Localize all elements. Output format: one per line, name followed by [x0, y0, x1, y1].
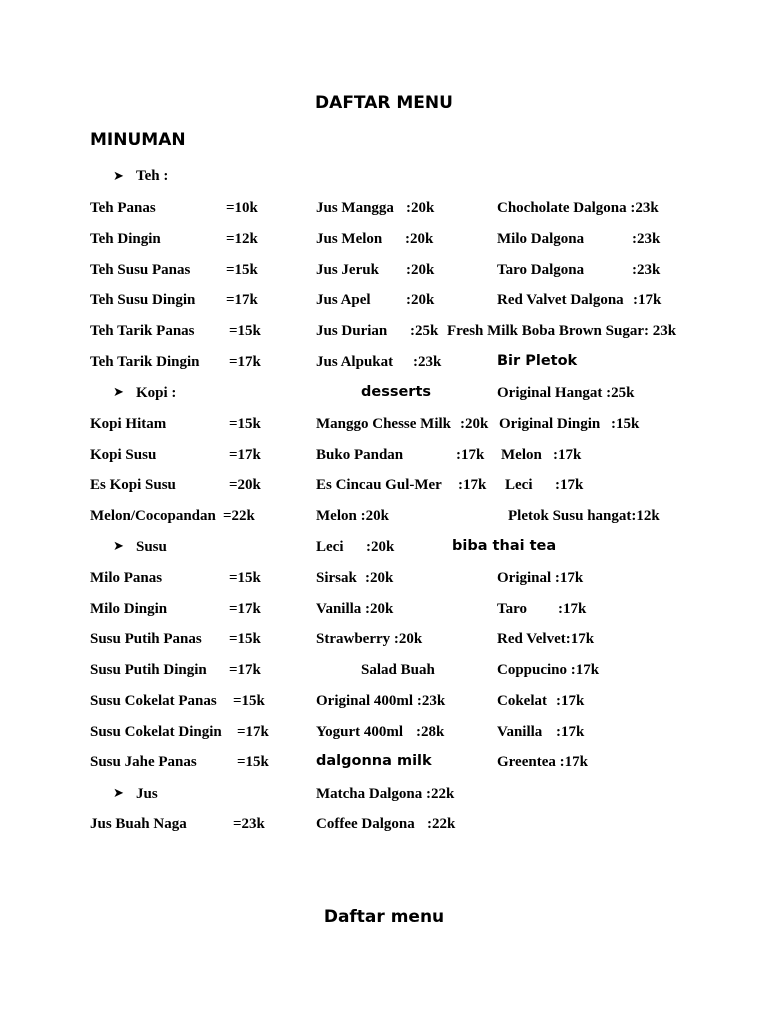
- menu-item-price: :20k: [366, 539, 395, 555]
- menu-item-price: :20k: [365, 570, 394, 586]
- menu-item-price: :17k: [556, 693, 585, 709]
- menu-item-name: Manggo Chesse Milk: [316, 416, 451, 432]
- menu-item-name: Kopi Susu: [90, 447, 157, 463]
- category-header-kopi: Kopi :: [136, 385, 177, 401]
- menu-item-price: :20k: [406, 292, 435, 308]
- menu-item-price: :15k: [611, 416, 640, 432]
- menu-item-name: Jus Apel: [316, 292, 371, 308]
- footer-title: Daftar menu: [323, 907, 445, 927]
- menu-item-name: Coffee Dalgona: [316, 816, 415, 832]
- menu-item-name: Teh Dingin: [90, 231, 161, 247]
- menu-item-name: Original 400ml :23k: [316, 693, 446, 709]
- arrow-bullet-icon: ➤: [113, 169, 124, 184]
- menu-item-name: Milo Dalgona: [497, 231, 585, 247]
- menu-item-price: :17k: [558, 601, 587, 617]
- arrow-bullet-icon: ➤: [113, 786, 124, 801]
- menu-item-name: Chocholate Dalgona :23k: [497, 200, 659, 216]
- menu-item-name: Original :17k: [497, 570, 584, 586]
- arrow-bullet-icon: ➤: [113, 539, 124, 554]
- menu-item-price: :22k: [427, 816, 456, 832]
- menu-item-name: Teh Tarik Dingin: [90, 354, 200, 370]
- category-header-teh: Teh :: [136, 168, 169, 184]
- menu-item-name: Susu Putih Panas: [90, 631, 202, 647]
- menu-item-name: Vanilla: [497, 724, 543, 740]
- menu-item-name: Teh Susu Dingin: [90, 292, 196, 308]
- page-title: DAFTAR MENU: [315, 93, 453, 113]
- menu-item-name: Kopi Hitam: [90, 416, 167, 432]
- menu-item-name: Greentea :17k: [497, 754, 588, 770]
- menu-item-price: :20k: [460, 416, 489, 432]
- menu-item-name: Red Valvet Dalgona: [497, 292, 624, 308]
- arrow-bullet-icon: ➤: [113, 385, 124, 400]
- category-header-thai-tea: biba thai tea: [452, 538, 557, 554]
- menu-item-name: Jus Jeruk: [316, 262, 379, 278]
- menu-item-name: Matcha Dalgona :22k: [316, 786, 455, 802]
- menu-item-name: Jus Buah Naga: [90, 816, 187, 832]
- menu-item-name: Fresh Milk Boba Brown Sugar: 23k: [447, 323, 677, 339]
- category-header-bir-pletok: Bir Pletok: [497, 353, 578, 369]
- menu-item-name: Teh Panas: [90, 200, 156, 216]
- menu-item-price: :17k: [556, 724, 585, 740]
- menu-item-price: :23k: [413, 354, 442, 370]
- menu-item-name: Es Kopi Susu: [90, 477, 176, 493]
- menu-item-name: Leci: [505, 477, 533, 493]
- menu-item-name: Milo Dingin: [90, 601, 168, 617]
- menu-item-price: =15k: [237, 754, 269, 770]
- category-header-salad: Salad Buah: [361, 662, 435, 678]
- menu-item-price: =17k: [229, 354, 261, 370]
- menu-item-name: Teh Susu Panas: [90, 262, 191, 278]
- menu-item-price: =15k: [229, 631, 261, 647]
- menu-item-name: Teh Tarik Panas: [90, 323, 195, 339]
- menu-item-price: :28k: [416, 724, 445, 740]
- menu-item-name: Sirsak: [316, 570, 357, 586]
- menu-item-name: Taro Dalgona: [497, 262, 585, 278]
- menu-item-name: Leci: [316, 539, 344, 555]
- menu-item-name: Coppucino :17k: [497, 662, 600, 678]
- menu-item-name: Melon/Cocopandan: [90, 508, 216, 524]
- menu-item-name: Original Dingin: [499, 416, 601, 432]
- menu-item-price: :17k: [458, 477, 487, 493]
- menu-item-name: Original Hangat :25k: [497, 385, 635, 401]
- menu-item-price: :17k: [456, 447, 485, 463]
- menu-item-price: =17k: [229, 662, 261, 678]
- menu-item-price: :20k: [405, 231, 434, 247]
- menu-item-name: Susu Cokelat Dingin: [90, 724, 222, 740]
- menu-item-price: =15k: [233, 693, 265, 709]
- menu-item-name: Taro: [497, 601, 528, 617]
- menu-item-name: Pletok Susu hangat:12k: [508, 508, 660, 524]
- menu-item-name: Cokelat: [497, 693, 547, 709]
- menu-item-name: Jus Melon: [316, 231, 383, 247]
- menu-item-name: Melon: [501, 447, 542, 463]
- category-header-susu: Susu: [136, 539, 167, 555]
- menu-item-name: Es Cincau Gul-Mer: [316, 477, 442, 493]
- menu-item-price: :17k: [633, 292, 662, 308]
- menu-item-name: Jus Mangga: [316, 200, 394, 216]
- menu-item-name: Jus Alpukat: [316, 354, 394, 370]
- menu-item-price: :23k: [632, 262, 661, 278]
- menu-item-price: :17k: [553, 447, 582, 463]
- menu-item-price: =12k: [226, 231, 258, 247]
- menu-item-name: Vanilla :20k: [316, 601, 394, 617]
- menu-item-name: Susu Jahe Panas: [90, 754, 197, 770]
- category-header-dalgonna: dalgonna milk: [316, 753, 432, 769]
- menu-item-name: Strawberry :20k: [316, 631, 423, 647]
- category-header-desserts: desserts: [361, 384, 432, 400]
- menu-item-price: =17k: [237, 724, 269, 740]
- menu-item-name: Buko Pandan: [316, 447, 404, 463]
- category-header-jus: Jus: [136, 786, 158, 802]
- menu-item-price: =17k: [229, 447, 261, 463]
- menu-item-price: =17k: [226, 292, 258, 308]
- menu-item-price: =17k: [229, 601, 261, 617]
- menu-item-price: :25k: [410, 323, 439, 339]
- menu-item-name: Red Velvet:17k: [497, 631, 595, 647]
- menu-item-price: :20k: [406, 262, 435, 278]
- menu-item-price: =23k: [233, 816, 265, 832]
- menu-item-name: Yogurt 400ml: [316, 724, 404, 740]
- menu-item-name: Susu Cokelat Panas: [90, 693, 217, 709]
- menu-item-price: =20k: [229, 477, 261, 493]
- menu-item-price: :17k: [555, 477, 584, 493]
- menu-item-price: =10k: [226, 200, 258, 216]
- menu-item-name: Jus Durian: [316, 323, 388, 339]
- menu-item-price: :20k: [406, 200, 435, 216]
- menu-item-price: =22k: [223, 508, 255, 524]
- menu-item-price: =15k: [229, 570, 261, 586]
- menu-item-name: Melon :20k: [316, 508, 389, 524]
- menu-item-name: Susu Putih Dingin: [90, 662, 207, 678]
- menu-item-name: Milo Panas: [90, 570, 163, 586]
- menu-item-price: =15k: [229, 323, 261, 339]
- menu-item-price: =15k: [226, 262, 258, 278]
- menu-item-price: :23k: [632, 231, 661, 247]
- menu-item-price: =15k: [229, 416, 261, 432]
- section-title: MINUMAN: [90, 130, 186, 150]
